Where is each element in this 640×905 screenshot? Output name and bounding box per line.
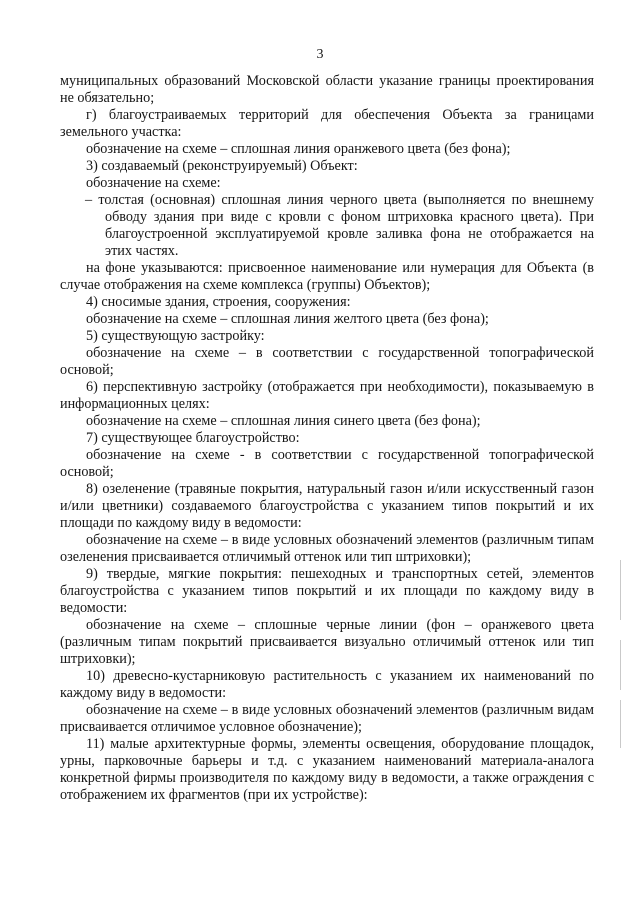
paragraph-designation: обозначение на схеме – сплошная линия оранжевого цвета (без фона);	[86, 141, 511, 157]
paragraph-item-g: г) благоустраиваемых территорий для обеспечения Объекта за границами земельного участка:	[60, 107, 594, 140]
paragraph-designation: обозначение на схеме – в соответствии с государственной топографической основой;	[60, 345, 594, 378]
paragraph-item-4: 4) сносимые здания, строения, сооружения:	[86, 294, 351, 310]
scan-margin-mark	[620, 700, 621, 748]
paragraph-item-5: 5) существующую застройку:	[86, 328, 265, 344]
paragraph-item-9: 9) твердые, мягкие покрытия: пешеходных и транспортных сетей, элементов благоустройства с указанием типов покрытий и их площади по каждому виду в ведомости:	[60, 566, 594, 616]
paragraph-designation: обозначение на схеме:	[86, 175, 221, 191]
page-number: 3	[316, 47, 324, 62]
paragraph-item-11: 11) малые архитектурные формы, элементы освещения, оборудование площадок, урны, парковочные барьеры и т.д. с указанием наименований материала-аналога конкретной фирмы производителя по каждому виду в ведомости, а также ограждения с отображением их фрагментов (при их устройстве):	[60, 736, 594, 803]
paragraph-dash-item: – толстая (основная) сплошная линия черного цвета (выполняется по внешнему обводу здания при виде с кровли с фоном штриховка красного цвета). При благоустроенной эксплуатируемой кровле заливка фона не отображается на этих частях.	[85, 192, 594, 259]
paragraph-designation: обозначение на схеме - в соответствии с государственной топографической основой;	[60, 447, 594, 480]
paragraph-background-note: на фоне указываются: присвоенное наименование или нумерация для Объекта (в случае отображения на схеме комплекса (группы) Объектов);	[60, 260, 594, 293]
paragraph-item-6: 6) перспективную застройку (отображается при необходимости), показываемую в информационных целях:	[60, 379, 594, 412]
scan-margin-mark	[620, 560, 621, 620]
paragraph-continuation: муниципальных образований Московской области указание границы проектирования не обязательно;	[60, 73, 594, 106]
scan-margin-mark	[620, 640, 621, 690]
paragraph-item-10: 10) древесно-кустарниковую растительность с указанием их наименований по каждому виду в ведомости:	[60, 668, 594, 701]
paragraph-designation: обозначение на схеме – в виде условных обозначений элементов (различным видам присваивается отличимое условное обозначение);	[60, 702, 594, 735]
paragraph-designation: обозначение на схеме – сплошная линия синего цвета (без фона);	[86, 413, 481, 429]
paragraph-item-3: 3) создаваемый (реконструируемый) Объект:	[86, 158, 358, 174]
paragraph-item-8: 8) озеленение (травяные покрытия, натуральный газон и/или искусственный газон и/или цветники) создаваемого благоустройства с указанием типов покрытий и их площади по каждому виду в ведомости:	[60, 481, 594, 531]
document-body	[60, 73, 594, 804]
paragraph-designation: обозначение на схеме – сплошные черные линии (фон – оранжевого цвета (различным типам покрытий присваивается визуально отличимый оттенок или тип штриховки);	[60, 617, 594, 667]
paragraph-designation: обозначение на схеме – сплошная линия желтого цвета (без фона);	[86, 311, 489, 327]
paragraph-item-7: 7) существующее благоустройство:	[86, 430, 300, 446]
paragraph-designation: обозначение на схеме – в виде условных обозначений элементов (различным типам озеленения присваивается отличимый оттенок или тип штриховки);	[60, 532, 594, 565]
